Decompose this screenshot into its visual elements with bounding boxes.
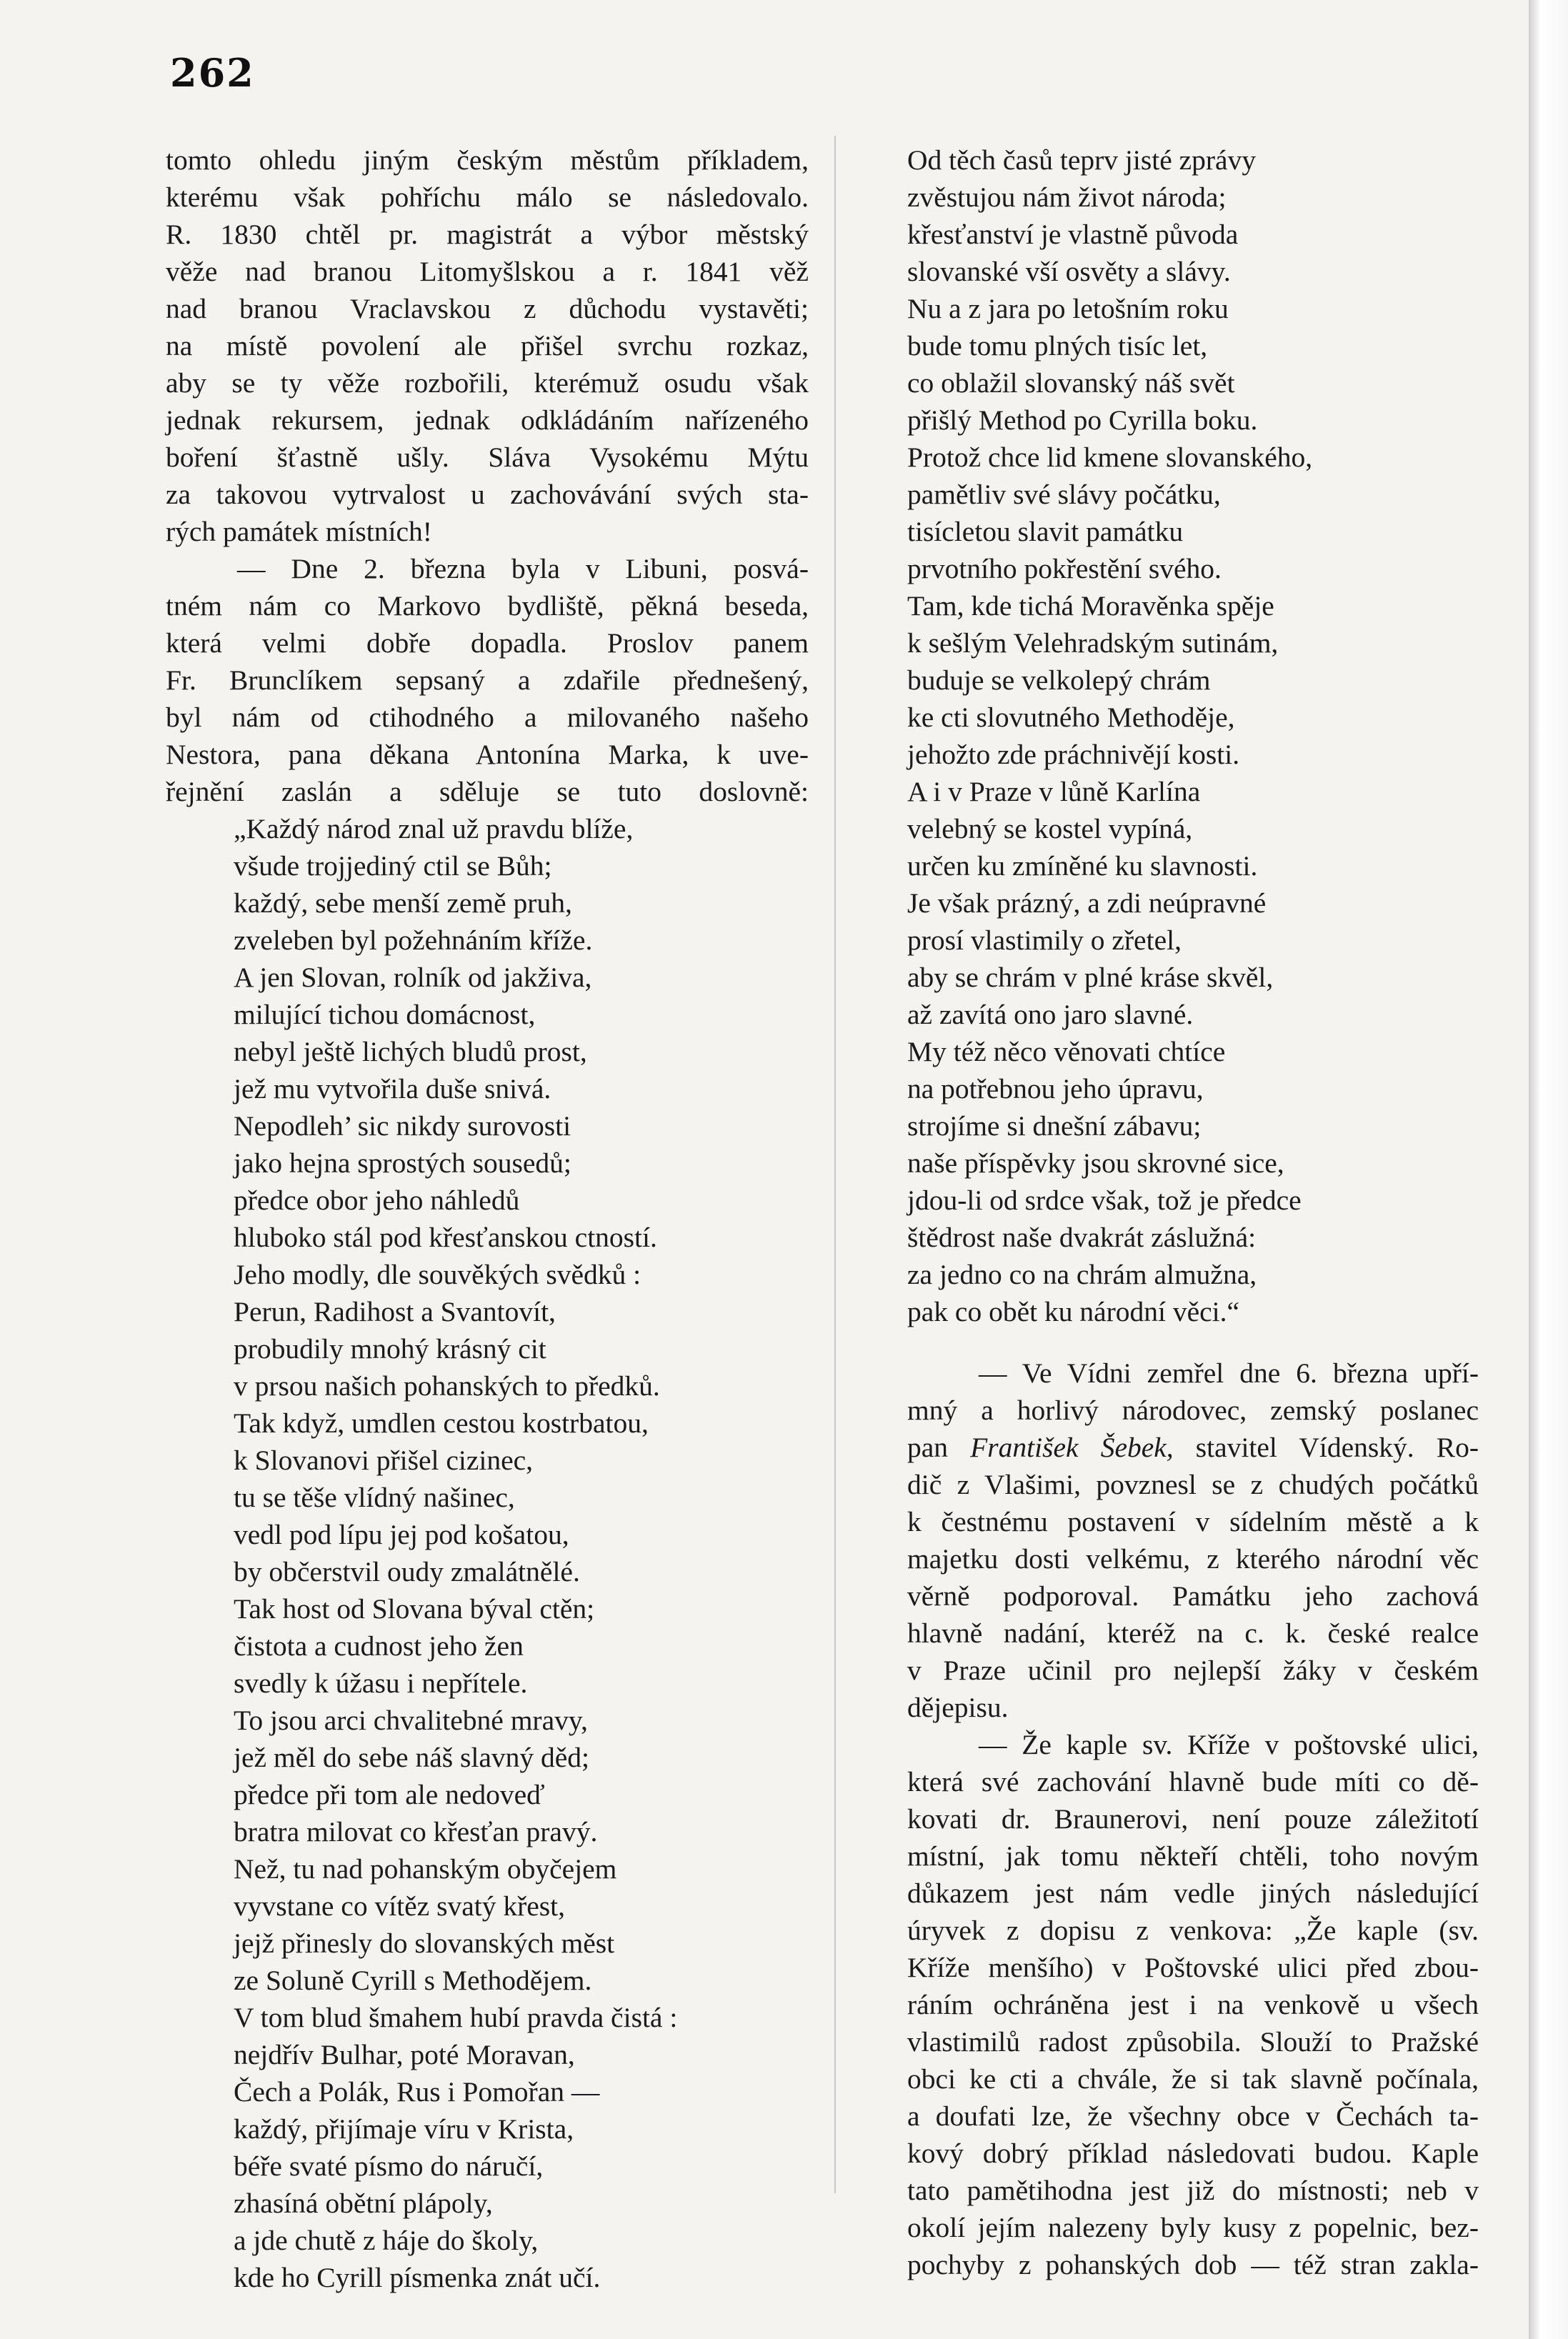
verse-line: Tak host od Slovana býval ctěn; xyxy=(234,1593,595,1625)
text-line: tomto ohledu jiným českým městům příkladem, xyxy=(166,144,809,176)
verse-line: jež měl do sebe náš slavný děd; xyxy=(234,1742,589,1773)
article-mýto-paragraph xyxy=(166,141,809,550)
text-line: hlavně nadání, kteréž na c. k. české realce xyxy=(907,1617,1479,1649)
text-line: tato pamětihodna jest již do místnosti; neb v xyxy=(907,2175,1479,2206)
text-line: na místě povolení ale přišel svrchu rozkaz, xyxy=(166,330,809,361)
text-line: kovati dr. Braunerovi, není pouze záležitotí xyxy=(907,1803,1479,1835)
verse-line: každý, sebe menší země pruh, xyxy=(234,887,572,919)
text-line xyxy=(907,1429,1479,1466)
article-libuň-paragraph xyxy=(166,550,809,810)
verse-line: béře svaté písmo do náručí, xyxy=(234,2150,544,2182)
text-line: ráním ochráněna jest i na venkově u všech xyxy=(907,1989,1479,2020)
verse-line: Je však prázný, a zdi neúpravné xyxy=(907,887,1267,919)
text-line: jednak rekursem, jednak odkládáním nařízeného xyxy=(166,404,809,436)
verse-line: Než, tu nad pohanským obyčejem xyxy=(234,1853,617,1885)
verse-line: pamětliv své slávy počátku, xyxy=(907,479,1221,510)
text-fragment: pan xyxy=(907,1432,971,1463)
text-line: dič z Vlašimi, povznesl se z chudých počátků xyxy=(907,1469,1479,1500)
verse-line: Jeho modly, dle souvěkých svědků : xyxy=(234,1259,641,1290)
verse-line: co oblažil slovanský náš svět xyxy=(907,367,1235,399)
verse-line: tu se těše vlídný našinec, xyxy=(234,1482,515,1513)
verse-line: Tam, kde tichá Moravěnka spěje xyxy=(907,590,1274,622)
text-line: místní, jak tomu někteří chtěli, toho novým xyxy=(907,1840,1479,1872)
text-line: — Že kaple sv. Kříže v poštovské ulici, xyxy=(979,1729,1479,1760)
verse-line: přišlý Method po Cyrilla boku. xyxy=(907,404,1258,436)
text-line: kový dobrý příklad následovati budou. Kaple xyxy=(907,2138,1479,2169)
verse-line: „Každý národ znal už pravdu blíže, xyxy=(234,813,634,844)
page-edge xyxy=(1529,0,1568,2339)
left-column xyxy=(166,141,809,2296)
verse-line: zvěstujou nám život národa; xyxy=(907,181,1227,213)
text-line: okolí jejím nalezeny byly kusy z popelnic, bez- xyxy=(907,2212,1479,2243)
text-line: která velmi dobře dopadla. Proslov panem xyxy=(166,627,809,659)
section-gap xyxy=(907,1330,1479,1355)
text-line: řejnění zaslán a sděluje se tuto doslovně: xyxy=(166,776,809,807)
text-line: R. 1830 chtěl pr. magistrát a výbor městský xyxy=(166,219,809,250)
verse-line: svedly k úžasu i nepřítele. xyxy=(234,1667,528,1699)
page-number: 262 xyxy=(170,50,255,96)
verse-line: A jen Slovan, rolník od jakživa, xyxy=(234,962,592,993)
verse-line: My též něco věnovati chtíce xyxy=(907,1036,1226,1067)
verse-line: Perun, Radihost a Svantovít, xyxy=(234,1296,556,1327)
verse-line: na potřebnou jeho úpravu, xyxy=(907,1073,1204,1104)
verse-line: k sešlým Velehradským sutinám, xyxy=(907,627,1279,659)
text-line: Fr. Brunclíkem sepsaný a zdařile přednešený, xyxy=(166,664,809,696)
verse-line: nejdřív Bulhar, poté Moravan, xyxy=(234,2039,575,2070)
verse-line: štědrost naše dvakrát záslužná: xyxy=(907,1222,1257,1253)
verse-line: V tom blud šmahem hubí pravda čistá : xyxy=(234,2002,678,2033)
verse-line: prvotního pokřestění svého. xyxy=(907,553,1222,584)
verse-line: probudily mnohý krásný cit xyxy=(234,1333,546,1365)
text-line: a doufati lze, že všechny obce v Čechách ta- xyxy=(907,2100,1479,2132)
verse-line: slovanské vší osvěty a slávy. xyxy=(907,256,1231,287)
right-column xyxy=(907,141,1479,2283)
column-divider xyxy=(834,136,836,2193)
verse-line: kde ho Cyrill písmenka znát učí. xyxy=(234,2262,601,2293)
text-line: věrně podporoval. Památku jeho zachová xyxy=(907,1580,1479,1612)
verse-line: strojíme si dnešní zábavu; xyxy=(907,1110,1202,1142)
text-line: Kříže menšího) v Poštovské ulici před zbou- xyxy=(907,1952,1479,1983)
text-line: vlastimilů radost způsobila. Slouží to Pražské xyxy=(907,2026,1479,2058)
text-line: pochyby z pohanských dob — též stran zakla- xyxy=(907,2249,1479,2280)
verse-line: až zavítá ono jaro slavné. xyxy=(907,999,1194,1030)
text-line: kterému však pohříchu málo se následovalo. xyxy=(166,181,809,213)
text-line: v Praze učinil pro nejlepší žáky v českém xyxy=(907,1655,1479,1686)
verse-line: prosí vlastimily o zřetel, xyxy=(907,924,1182,956)
text-line: byl nám od ctihodného a milovaného našeho xyxy=(166,702,809,733)
text-line: rých památek místních! xyxy=(166,516,432,547)
verse-line: tisícletou slavit památku xyxy=(907,516,1184,547)
verse-line: zveleben byl požehnáním kříže. xyxy=(234,924,593,956)
text-line: důkazem jest nám vedle jiných následující xyxy=(907,1877,1479,1909)
verse-line: bratra milovat co křesťan pravý. xyxy=(234,1816,598,1847)
verse-line: vyvstane co vítěz svatý křest, xyxy=(234,1890,565,1922)
verse-line: ke cti slovutného Methoděje, xyxy=(907,702,1235,733)
text-line: nad branou Vraclavskou z důchodu vystavěti; xyxy=(166,293,809,324)
verse-line: Nepodleh’ sic nikdy surovosti xyxy=(234,1110,571,1142)
verse-line: A i v Praze v lůně Karlína xyxy=(907,776,1201,807)
text-line: úryvek z dopisu z venkova: „Že kaple (sv. xyxy=(907,1915,1479,1946)
text-line: za takovou vytrvalost u zachovávání svých sta- xyxy=(166,479,809,510)
verse-line: každý, přijímaje víru v Krista, xyxy=(234,2113,574,2145)
verse-line: ze Soluně Cyrill s Methodějem. xyxy=(234,1965,592,1996)
verse-line: určen ku zmíněné ku slavnosti. xyxy=(907,850,1258,882)
text-line: k čestnému postavení v sídelním městě a k xyxy=(907,1506,1479,1537)
text-line: mný a horlivý národovec, zemský poslanec xyxy=(907,1395,1479,1426)
verse-line: Protož chce lid kmene slovanského, xyxy=(907,442,1313,473)
verse-line: velebný se kostel vypíná, xyxy=(907,813,1193,844)
person-name: František Šebek, xyxy=(970,1432,1174,1463)
verse-line: jako hejna sprostých sousedů; xyxy=(234,1147,571,1179)
verse-line: bude tomu plných tisíc let, xyxy=(907,330,1208,361)
verse-line: jdou-li od srdce však, tož je předce xyxy=(907,1185,1302,1216)
text-line: — Dne 2. března byla v Libuni, posvá- xyxy=(237,553,809,584)
poem-left xyxy=(166,810,809,2296)
verse-line: Nu a z jara po letošním roku xyxy=(907,293,1229,324)
verse-line: by občerstvil oudy zmalátnělé. xyxy=(234,1556,580,1587)
text-line: obci ke cti a chvále, že si tak slavně počínala, xyxy=(907,2063,1479,2095)
verse-line: Čech a Polák, Rus i Pomořan — xyxy=(234,2076,600,2108)
verse-line: všude trojjediný ctil se Bůh; xyxy=(234,850,552,882)
verse-line: k Slovanovi přišel cizinec, xyxy=(234,1445,534,1476)
verse-line: To jsou arci chvalitebné mravy, xyxy=(234,1705,588,1736)
verse-line: čistota a cudnost jeho žen xyxy=(234,1630,524,1662)
verse-line: jehožto zde práchnivějí kosti. xyxy=(907,739,1240,770)
verse-line: jejž přinesly do slovanských měst xyxy=(234,1927,615,1959)
verse-line: naše příspěvky jsou skrovné sice, xyxy=(907,1147,1284,1179)
text-line: majetku dosti velkému, z kterého národní věc xyxy=(907,1543,1479,1575)
text-fragment: stavitel Vídenský. Ro- xyxy=(1173,1432,1479,1463)
article-šebek-obituary xyxy=(907,1355,1479,1726)
verse-line: předce obor jeho náhledů xyxy=(234,1185,520,1216)
verse-line: nebyl ještě lichých bludů prost, xyxy=(234,1036,587,1067)
verse-line: buduje se velkolepý chrám xyxy=(907,664,1211,696)
verse-line: pak co obět ku národní věci.“ xyxy=(907,1296,1240,1327)
text-line: tném nám co Markovo bydliště, pěkná beseda, xyxy=(166,590,809,622)
text-line: aby se ty věže rozbořili, kterémuž osudu však xyxy=(166,367,809,399)
verse-line: aby se chrám v plné kráse skvěl, xyxy=(907,962,1274,993)
text-line: která své zachování hlavně bude míti co dě- xyxy=(907,1766,1479,1797)
verse-line: vedl pod lípu jej pod košatou, xyxy=(234,1519,569,1550)
verse-line: předce při tom ale nedoveď xyxy=(234,1779,545,1810)
poem-right xyxy=(907,141,1479,1330)
verse-line: milující tichou domácnost, xyxy=(234,999,536,1030)
text-line: dějepisu. xyxy=(907,1692,1009,1723)
verse-line: jež mu vytvořila duše snivá. xyxy=(234,1073,551,1104)
verse-line: za jedno co na chrám almužna, xyxy=(907,1259,1257,1290)
verse-line: Tak když, umdlen cestou kostrbatou, xyxy=(234,1407,649,1439)
verse-line: zhasíná obětní plápoly, xyxy=(234,2188,493,2219)
verse-line: hluboko stál pod křesťanskou ctností. xyxy=(234,1222,657,1253)
verse-line: a jde chutě z háje do školy, xyxy=(234,2225,539,2256)
text-line: věže nad branou Litomyšlskou a r. 1841 věž xyxy=(166,256,809,287)
article-kaple-paragraph xyxy=(907,1726,1479,2283)
verse-line: v prsou našich pohanských to předků. xyxy=(234,1370,660,1402)
text-line: boření šťastně ušly. Sláva Vysokému Mýtu xyxy=(166,442,809,473)
verse-line: křesťanství je vlastně původa xyxy=(907,219,1239,250)
verse-line: Od těch časů teprv jisté zprávy xyxy=(907,144,1257,176)
text-line: Nestora, pana děkana Antonína Marka, k uve- xyxy=(166,739,809,770)
text-line: — Ve Vídni zemřel dne 6. března upří- xyxy=(979,1357,1479,1389)
